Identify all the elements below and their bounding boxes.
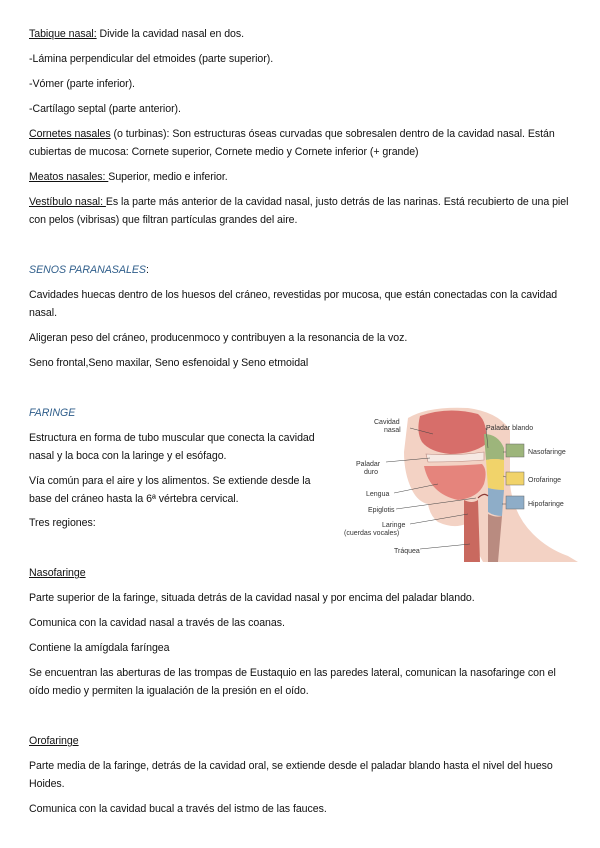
legend-label-hipofaringe: Hipofaringe xyxy=(528,501,564,508)
text-meatos: Superior, medio e inferior. xyxy=(108,171,228,183)
senos-title-text: SENOS PARANASALES xyxy=(29,264,146,276)
senos-title-colon: : xyxy=(145,264,149,276)
paragraph-faringe-1: Estructura en forma de tubo muscular que conecta la cavidad nasal y la boca con la laringe y el esófago. xyxy=(29,432,315,462)
trachea-shape xyxy=(464,500,480,562)
legend-label-nasofaringe: Nasofaringe xyxy=(528,449,566,456)
paragraph-meatos xyxy=(29,169,574,187)
label-cavidad-nasal-1: Cavidad xyxy=(374,419,400,426)
label-epiglotis: Epiglotis xyxy=(368,507,395,514)
label-cavidad-nasal-2: nasal xyxy=(384,427,401,434)
paragraph-cartilago: -Cartílago septal (parte anterior). xyxy=(29,103,181,115)
heading-nasofaringe: Nasofaringe xyxy=(29,567,86,579)
paragraph-cornetes xyxy=(29,126,574,161)
label-traquea: Tráquea xyxy=(394,548,420,555)
pharynx-illustration xyxy=(338,404,578,562)
paragraph-orofaringe-2: Comunica con la cavidad bucal a través del istmo de las fauces. xyxy=(29,803,327,815)
label-paladar-blando: Paladar blando xyxy=(486,425,534,432)
pharynx-anatomy-figure xyxy=(338,404,578,562)
paragraph-faringe-2: Vía común para el aire y los alimentos. Se extiende desde la base del cráneo hasta la 6ª vértebra cervical. xyxy=(29,475,311,505)
heading-orofaringe: Orofaringe xyxy=(29,735,79,747)
paragraph-lamina: -Lámina perpendicular del etmoides (parte superior). xyxy=(29,53,274,65)
term-vestibulo-nasal: Vestíbulo nasal: xyxy=(29,196,106,208)
legend-swatch-orofaringe xyxy=(506,472,524,485)
nasal-cavity-shape xyxy=(418,410,486,454)
section-title-senos xyxy=(29,262,149,279)
label-paladar-duro-2: duro xyxy=(364,469,379,476)
label-laringe-2: (cuerdas vocales) xyxy=(344,530,400,537)
paragraph-tabique-nasal xyxy=(29,26,574,44)
term-cornetes-nasales: Cornetes nasales xyxy=(29,128,111,140)
paragraph-nasofaringe-2: Comunica con la cavidad nasal a través de las coanas. xyxy=(29,617,285,629)
oropharynx-region xyxy=(486,459,504,490)
section-title-faringe: FARINGE xyxy=(29,407,76,419)
paragraph-senos-1: Cavidades huecas dentro de los huesos del cráneo, revestidas por mucosa, que están conectadas con la cavidad nasal. xyxy=(29,289,558,319)
legend-swatch-nasofaringe xyxy=(506,444,524,457)
label-paladar-duro-1: Paladar xyxy=(356,461,381,468)
term-tabique-nasal: Tabique nasal: xyxy=(29,28,97,40)
paragraph-vomer: -Vómer (parte inferior). xyxy=(29,78,135,90)
text-vestibulo: Es la parte más anterior de la cavidad nasal, justo detrás de las narinas. Está recubierto de una piel con pelos (vibrisas) que filtran partículas grandes del aire. xyxy=(29,196,569,226)
paragraph-senos-2: Aligeran peso del cráneo, producenmoco y contribuyen a la resonancia de la voz. xyxy=(29,332,408,344)
hypopharynx-region xyxy=(488,488,504,516)
text-cornetes: (o turbinas): Son estructuras óseas curvadas que sobresalen dentro de la cavidad nasal. Están cubiertas de mucosa: Cornete superior, Cornete medio y Cornete inferior (+ grande) xyxy=(29,128,555,158)
legend-label-orofaringe: Orofaringe xyxy=(528,477,562,484)
term-meatos-nasales: Meatos nasales: xyxy=(29,171,109,183)
label-laringe-1: Laringe xyxy=(382,522,406,529)
paragraph-orofaringe-1: Parte media de la faringe, detrás de la cavidad oral, se extiende desde el paladar blando hasta el nivel del hueso Hoides. xyxy=(29,760,553,790)
paragraph-nasofaringe-1: Parte superior de la faringe, situada detrás de la cavidad nasal y por encima del paladar blando. xyxy=(29,592,475,604)
paragraph-nasofaringe-4: Se encuentran las aberturas de las trompas de Eustaquio en las paredes lateral, comunican la nasofaringe con el oído medio y permiten la igualación de la presión en el oído. xyxy=(29,667,556,697)
label-lengua: Lengua xyxy=(366,491,390,498)
legend-swatch-hipofaringe xyxy=(506,496,524,509)
paragraph-faringe-3: Tres regiones: xyxy=(29,517,96,529)
paragraph-vestibulo xyxy=(29,194,574,229)
text-tabique-nasal: Divide la cavidad nasal en dos. xyxy=(96,28,245,40)
paragraph-nasofaringe-3: Contiene la amígdala faríngea xyxy=(29,642,170,654)
paragraph-senos-3: Seno frontal,Seno maxilar, Seno esfenoidal y Seno etmoidal xyxy=(29,357,309,369)
